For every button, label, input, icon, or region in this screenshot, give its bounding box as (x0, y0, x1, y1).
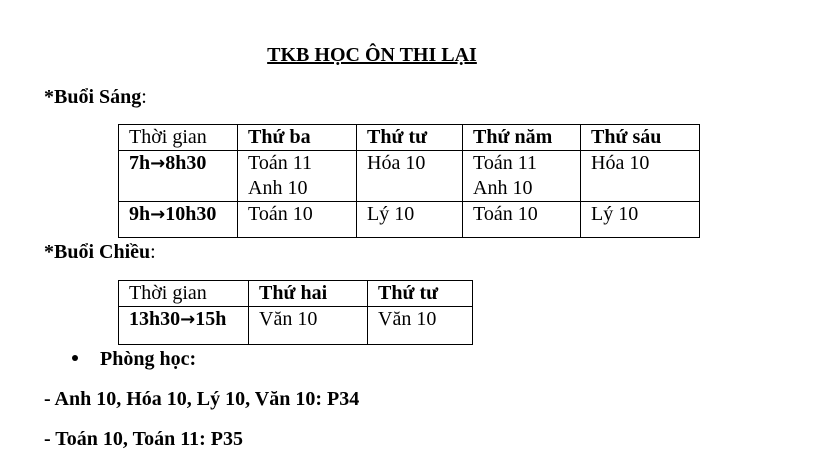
morning-schedule-table (118, 124, 700, 238)
morning-section-label (44, 86, 147, 109)
subject-entry: Hóa 10 (591, 152, 650, 174)
subject-cell (357, 151, 463, 202)
time-start: 7h (129, 152, 151, 174)
table-header-row (119, 125, 700, 151)
time-start: 13h30 (129, 308, 181, 330)
subject-cell (581, 151, 700, 202)
room-line: - Toán 10, Toán 11: P35 (44, 428, 243, 450)
header-cell-time: Thời gian (119, 125, 238, 151)
time-start: 9h (129, 203, 151, 225)
subject-entry: Văn 10 (378, 308, 437, 330)
afternoon-label: *Buổi Chiều (44, 241, 151, 263)
arrow-icon: → (150, 204, 166, 225)
subject-entry: Toán 10 (248, 203, 313, 225)
subject-cell (238, 151, 357, 202)
rooms-heading-label: Phòng học: (100, 348, 197, 370)
time-end: 10h30 (165, 203, 217, 225)
subject-cell (249, 307, 368, 345)
header-cell-day: Thứ sáu (581, 125, 700, 151)
header-cell-time: Thời gian (119, 281, 249, 307)
table-row (119, 151, 700, 202)
subject-entry: Hóa 10 (367, 152, 426, 174)
subject-entry: Anh 10 (248, 177, 308, 199)
subject-entry: Lý 10 (591, 203, 639, 225)
subject-cell (238, 202, 357, 238)
header-cell-day: Thứ tư (357, 125, 463, 151)
subject-entry: Toán 11 (248, 152, 312, 174)
arrow-icon: → (150, 153, 166, 174)
afternoon-schedule-table (118, 280, 473, 345)
rooms-heading (72, 348, 196, 371)
table-row (119, 307, 473, 345)
subject-cell (463, 202, 581, 238)
subject-cell (581, 202, 700, 238)
page-title: TKB HỌC ÔN THI LẠI (267, 44, 477, 66)
header-cell-day: Thứ năm (463, 125, 581, 151)
header-cell-day: Thứ hai (249, 281, 368, 307)
time-slot-cell (119, 151, 238, 202)
subject-entry: Văn 10 (259, 308, 318, 330)
table-row (119, 202, 700, 238)
subject-entry: Lý 10 (367, 203, 415, 225)
time-end: 15h (195, 308, 227, 330)
afternoon-label-colon: : (150, 241, 156, 263)
subject-cell (463, 151, 581, 202)
room-line: - Anh 10, Hóa 10, Lý 10, Văn 10: P34 (44, 388, 360, 410)
subject-entry: Toán 10 (473, 203, 538, 225)
header-cell-day: Thứ ba (238, 125, 357, 151)
afternoon-section-label (44, 241, 156, 264)
bullet-icon (72, 355, 78, 361)
subject-cell (357, 202, 463, 238)
arrow-icon: → (180, 309, 196, 330)
morning-label-colon: : (141, 86, 147, 108)
subject-entry: Toán 11 (473, 152, 537, 174)
time-slot-cell (119, 307, 249, 345)
time-slot-cell (119, 202, 238, 238)
table-header-row (119, 281, 473, 307)
subject-entry: Anh 10 (473, 177, 533, 199)
subject-cell (368, 307, 473, 345)
time-end: 8h30 (165, 152, 207, 174)
header-cell-day: Thứ tư (368, 281, 473, 307)
morning-label: *Buổi Sáng (44, 86, 142, 108)
